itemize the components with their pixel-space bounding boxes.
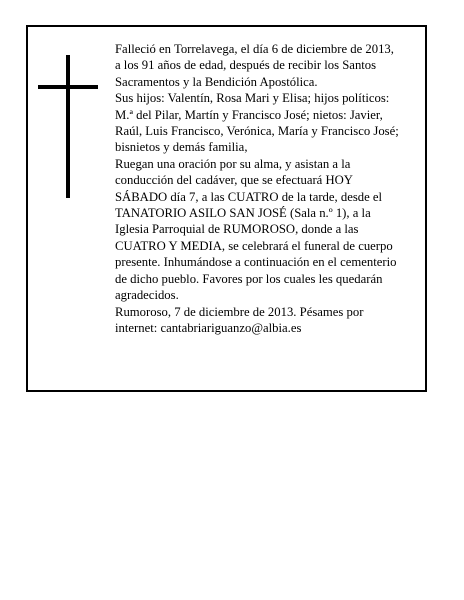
- text-line: de dicho pueblo. Favores por los cuales les quedarán: [115, 271, 383, 286]
- text-line: Sacramentos y la Bendición Apostólica.: [115, 74, 318, 89]
- text-line: presente. Inhumándose a continuación en el cementerio: [115, 255, 397, 270]
- text-line: Ruegan una oración por su alma, y asistan a la: [115, 156, 351, 171]
- family-paragraph: [115, 90, 421, 156]
- text-line: Falleció en Torrelavega, el día 6 de diciembre de 2013,: [115, 42, 394, 56]
- text-line: a los 91 años de edad, después de recibir los Santos: [115, 58, 377, 73]
- death-announcement-paragraph: [115, 41, 421, 90]
- text-line: Sus hijos: Valentín, Rosa Mari y Elisa; hijos políticos:: [115, 91, 390, 106]
- notice-text: [115, 41, 421, 336]
- text-line: agradecidos.: [115, 288, 179, 303]
- obituary-notice: [26, 25, 427, 392]
- text-line: Rumoroso, 7 de diciembre de 2013. Pésames por: [115, 304, 364, 319]
- text-line: internet: cantabriariguanzo@albia.es: [115, 320, 302, 335]
- cross-vertical-bar: [66, 55, 70, 198]
- text-line: Raúl, Luis Francisco, Verónica, María y Francisco José;: [115, 124, 399, 139]
- text-line: Iglesia Parroquial de RUMOROSO, donde a las: [115, 222, 359, 237]
- text-line: M.ª del Pilar, Martín y Francisco José; nietos: Javier,: [115, 107, 383, 122]
- condolences-paragraph: [115, 304, 421, 337]
- funeral-details-paragraph: [115, 156, 421, 304]
- cross-horizontal-bar: [38, 85, 98, 89]
- text-line: bisnietos y demás familia,: [115, 140, 248, 155]
- text-line: TANATORIO ASILO SAN JOSÉ (Sala n.º 1), a la: [115, 206, 371, 221]
- text-line: SÁBADO día 7, a las CUATRO de la tarde, desde el: [115, 189, 383, 204]
- text-line: conducción del cadáver, que se efectuará HOY: [115, 173, 353, 188]
- text-line: CUATRO Y MEDIA, se celebrará el funeral de cuerpo: [115, 238, 393, 253]
- cross-icon: [38, 55, 98, 198]
